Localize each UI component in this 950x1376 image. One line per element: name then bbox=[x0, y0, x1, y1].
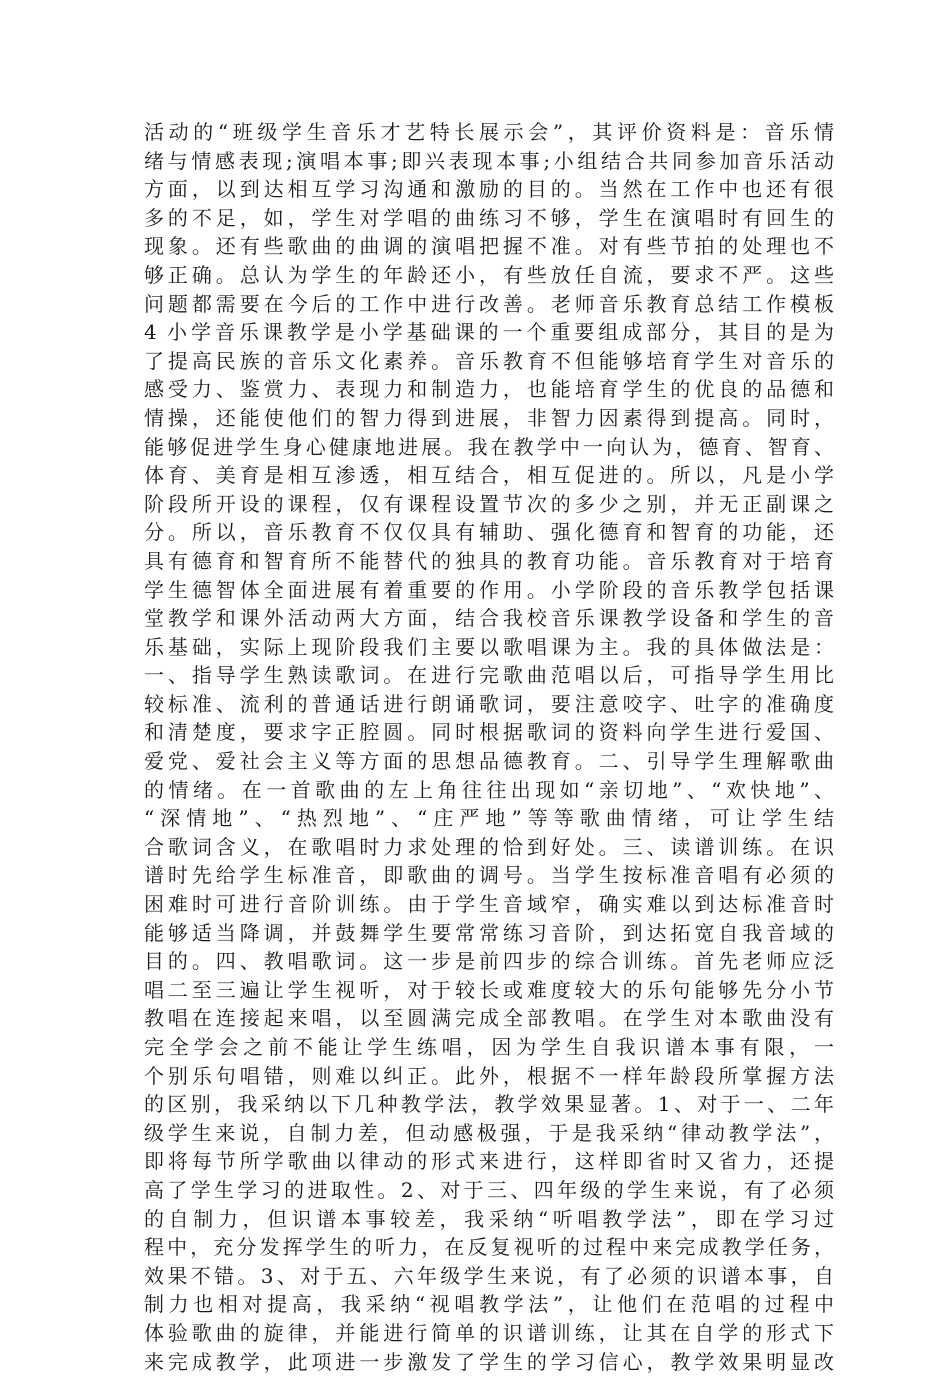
text-line: 现象。还有些歌曲的曲调的演唱把握不准。对有些节拍的处理也不 bbox=[144, 234, 834, 259]
text-line: 具有德育和智育所不能替代的独具的教育功能。音乐教育对于培育 bbox=[144, 548, 834, 573]
text-line: 阶段所开设的课程，仅有课程设置节次的多少之别，并无正副课之 bbox=[144, 491, 834, 516]
text-line: 了提高民族的音乐文化素养。音乐教育不但能够培育学生对音乐的 bbox=[144, 348, 834, 373]
text-line: 困难时可进行音阶训练。由于学生音域窄，确实难以到达标准音时 bbox=[144, 892, 834, 917]
text-line: 学生德智体全面进展有着重要的作用。小学阶段的音乐教学包括课 bbox=[144, 577, 834, 602]
text-line: 程中，充分发挥学生的听力，在反复视听的过程中来完成教学任务， bbox=[144, 1235, 834, 1260]
text-line: 方面，以到达相互学习沟通和激励的目的。当然在工作中也还有很 bbox=[144, 177, 834, 202]
text-line: 4 小学音乐课教学是小学基础课的一个重要组成部分，其目的是为 bbox=[144, 320, 834, 345]
text-line: 谱时先给学生标准音，即歌曲的调号。当学生按标准音唱有必须的 bbox=[144, 863, 834, 888]
text-line: 效果不错。3、对于五、六年级学生来说，有了必须的识谱本事，自 bbox=[144, 1263, 834, 1288]
text-line: 体育、美育是相互渗透，相互结合，相互促进的。所以，凡是小学 bbox=[144, 463, 834, 488]
text-line: 情操，还能使他们的智力得到进展，非智力因素得到提高。同时， bbox=[144, 405, 834, 430]
text-line: 能够促进学生身心健康地进展。我在教学中一向认为，德育、智育、 bbox=[144, 434, 834, 459]
text-line: 能够适当降调，并鼓舞学生要常常练习音阶，到达拓宽自我音域的 bbox=[144, 920, 834, 945]
text-line: 完全学会之前不能让学生练唱，因为学生自我识谱本事有限，一 bbox=[144, 1035, 834, 1059]
text-line: 一、指导学生熟读歌词。在进行完歌曲范唱以后，可指导学生用比 bbox=[144, 663, 834, 688]
text-line: 级学生来说，自制力差，但动感极强，于是我采纳“律动教学法”， bbox=[144, 1120, 834, 1145]
text-line: 合歌词含义，在歌唱时力求处理的恰到好处。三、读谱训练。在识 bbox=[144, 834, 834, 859]
text-line: 乐基础，实际上现阶段我们主要以歌唱课为主。我的具体做法是： bbox=[144, 634, 834, 659]
text-line: 的区别，我采纳以下几种教学法，教学效果显著。1、对于一、二年 bbox=[144, 1092, 834, 1117]
text-line: 的自制力，但识谱本事较差，我采纳“听唱教学法”，即在学习过 bbox=[144, 1206, 834, 1231]
text-line: 绪与情感表现;演唱本事;即兴表现本事;小组结合共同参加音乐活动 bbox=[144, 148, 834, 173]
text-line: 感受力、鉴赏力、表现力和制造力，也能培育学生的优良的品德和 bbox=[144, 377, 834, 402]
text-line: 分。所以，音乐教育不仅仅具有辅助、强化德育和智育的功能，还 bbox=[144, 520, 834, 545]
body-text bbox=[144, 118, 834, 1376]
text-line: 较标准、流利的普通话进行朗诵歌词，要注意咬字、吐字的准确度 bbox=[144, 691, 834, 716]
text-line: 唱二至三遍让学生视听，对于较长或难度较大的乐句能够先分小节 bbox=[144, 977, 834, 1002]
text-line: 来完成教学，此项进一步激发了学生的学习信心，教学效果明显改 bbox=[144, 1349, 834, 1374]
text-line: 够正确。总认为学生的年龄还小，有些放任自流，要求不严。这些 bbox=[144, 262, 834, 287]
text-line: 问题都需要在今后的工作中进行改善。老师音乐教育总结工作模板 bbox=[144, 291, 834, 316]
text-line: 堂教学和课外活动两大方面，结合我校音乐课教学设备和学生的音 bbox=[144, 606, 834, 631]
text-line: 爱党、爱社会主义等方面的思想品德教育。二、引导学生理解歌曲 bbox=[144, 749, 834, 774]
text-line: 目的。四、教唱歌词。这一步是前四步的综合训练。首先老师应泛 bbox=[144, 949, 834, 974]
text-line: 的情绪。在一首歌曲的左上角往往出现如“亲切地”、“欢快地”、 bbox=[144, 777, 834, 802]
text-line: 个别乐句唱错，则难以纠正。此外，根据不一样年龄段所掌握方法 bbox=[144, 1063, 834, 1088]
text-line: 体验歌曲的旋律，并能进行简单的识谱训练，让其在自学的形式下 bbox=[144, 1320, 834, 1345]
text-line: 和清楚度，要求字正腔圆。同时根据歌词的资料向学生进行爱国、 bbox=[144, 720, 834, 745]
text-line: 高了学生学习的进取性。2、对于三、四年级的学生来说，有了必须 bbox=[144, 1177, 834, 1202]
text-line: 活动的“班级学生音乐才艺特长展示会”，其评价资料是：音乐情 bbox=[144, 120, 834, 144]
text-line: 教唱在连接起来唱，以至圆满完成全部教唱。在学生对本歌曲没有 bbox=[144, 1006, 834, 1031]
text-line: “深情地”、“热烈地”、“庄严地”等等歌曲情绪，可让学生结 bbox=[144, 806, 834, 831]
text-line: 多的不足，如，学生对学唱的曲练习不够，学生在演唱时有回生的 bbox=[144, 205, 834, 230]
text-line: 即将每节所学歌曲以律动的形式来进行，这样即省时又省力，还提 bbox=[144, 1149, 834, 1174]
text-line: 制力也相对提高，我采纳“视唱教学法”，让他们在范唱的过程中 bbox=[144, 1292, 834, 1317]
